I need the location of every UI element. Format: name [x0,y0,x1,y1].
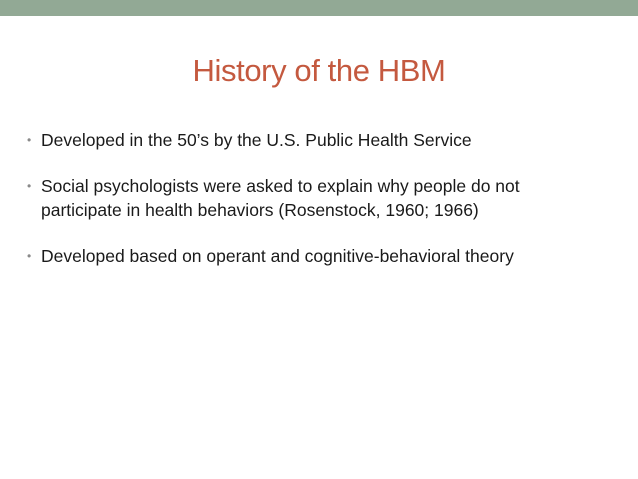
bullet-icon: • [27,133,32,147]
bullet-item [0,174,600,222]
bullet-icon: • [27,249,32,263]
bullet-list [0,128,600,290]
bullet-icon: • [27,179,32,193]
bullet-item [0,244,600,268]
bullet-text: Developed in the 50’s by the U.S. Public Health Service [41,130,472,150]
bullet-text: Developed based on operant and cognitive-behavioral theory [41,246,514,266]
top-accent-band [0,0,638,16]
slide-title: History of the HBM [192,53,446,88]
bullet-item [0,128,600,152]
bullet-text: Social psychologists were asked to explain why people do not participate in health behaviors (Rosenstock, 1960; 1966) [41,176,520,220]
